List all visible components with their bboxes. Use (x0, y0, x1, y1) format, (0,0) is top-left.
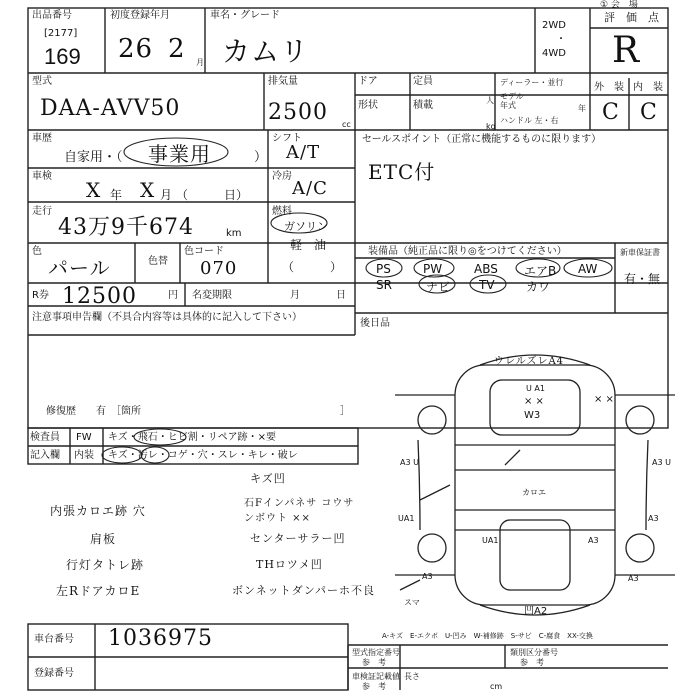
diagram-mark-10: UA1 (482, 536, 499, 545)
remark-right-4: ボンネットダンパーホ不良 (232, 584, 376, 597)
diagram-mark-14: 凹A2 (524, 606, 548, 617)
fuel-other: （ ） (282, 260, 343, 274)
car-name-label: 車名・グレード (210, 10, 280, 21)
km-unit: km (226, 228, 242, 239)
door-label: ドア (358, 76, 378, 87)
history-label: 車歴 (32, 133, 52, 144)
equipment-label: 装備品（純正品に限り◎をつけてください） (368, 246, 567, 257)
handle-label: ハンドル 左・右 (500, 116, 559, 125)
diagram-mark-12: A3 (628, 574, 639, 583)
equip-leather: カワ (526, 280, 551, 294)
mileage-label: 走行 (32, 206, 52, 217)
equip-abs: ABS (474, 262, 498, 276)
drive-2wd: 2WD (542, 20, 566, 31)
reg-cert-label: 車検証記載値 (352, 672, 400, 681)
diagram-mark-4: A3 U (400, 458, 419, 467)
ac-value: A/C (292, 178, 328, 199)
warranty-value: 有・無 (624, 272, 661, 286)
repair-close: ］ (340, 406, 350, 417)
class-label: 類別区分番号 (510, 648, 558, 657)
sales-point-value: ETC付 (368, 160, 436, 184)
fuel-label: 燃料 (272, 206, 292, 217)
drive-4wd: 4WD (542, 48, 566, 59)
type-value: DAA-AVV50 (40, 96, 181, 121)
equip-tv: TV (479, 278, 495, 292)
inspector-label-1: 検査員 (30, 432, 60, 443)
diagram-mark-13: スマ (404, 598, 420, 607)
after-label: 後日品 (360, 318, 390, 329)
car-name: カムリ (222, 35, 310, 68)
diagram-mark-11: A3 (422, 572, 433, 581)
year-unit: 年 (578, 104, 586, 113)
overall-grade: R (612, 30, 641, 71)
type-label: 型式 (32, 76, 52, 87)
price-value: 12500 (62, 284, 137, 309)
history-written: 事業用 (148, 142, 211, 166)
remark-left-4: 左RドアカロE (56, 584, 141, 598)
equip-sr: SR (376, 278, 392, 292)
inspector-label-2: 記入欄 (30, 450, 60, 461)
color-retouch-label: 色替 (148, 256, 168, 267)
diagram-mark-7: UA1 (398, 514, 415, 523)
inspector-code-2: 内装 (74, 450, 94, 461)
drive-dot: ・ (556, 34, 566, 45)
length-label: 長さ (404, 672, 420, 681)
remark-right-2: センターサラー凹 (250, 532, 346, 545)
shape-label: 形状 (358, 100, 378, 111)
repair-label: 修復歴 有 ［箇所 (46, 406, 141, 417)
month-unit: 月 (196, 58, 204, 67)
reg-cert-ref: 参 考 (362, 682, 386, 691)
displacement-label: 排気量 (268, 76, 298, 87)
kg-unit: kg (486, 122, 496, 131)
remark-left-3: 行灯タトレ跡 (66, 558, 145, 572)
lot-code: [2177] (44, 28, 78, 39)
inspector-code-1: FW (76, 432, 92, 443)
diagram-mark-6: カロエ (522, 488, 546, 497)
mileage-value: 43万9千674 (58, 215, 194, 240)
fuel-diesel: 軽 油 (290, 238, 327, 252)
color-label: 色 (32, 246, 42, 257)
grade-label: 評 価 点 (604, 11, 659, 24)
inspector-items-1: キズ・飛石・ヒビ割・リペア跡・×要 (108, 432, 276, 443)
reg-month: 2 (168, 34, 186, 64)
diagram-mark-2: W3 (524, 410, 541, 421)
length-cm: cm (490, 682, 503, 691)
ac-label: 冷房 (272, 171, 292, 182)
remark-left-1: 内張カロエ跡 穴 (50, 504, 146, 518)
diagram-mark-0: U A1 (526, 384, 545, 393)
inspection-day: （ 日） (176, 188, 249, 202)
interior-label: 内 装 (633, 82, 663, 93)
color-code-value: 070 (200, 258, 238, 279)
color-code-label: 色コード (184, 246, 224, 257)
color-value: パール (48, 256, 111, 280)
shift-value: A/T (286, 142, 321, 163)
equip-pw: PW (423, 262, 443, 276)
inspection-label: 車検 (32, 171, 52, 182)
interior-grade: C (640, 100, 658, 125)
remark-right-0: キズ凹 (250, 472, 286, 485)
inspection-month: 月 (160, 188, 173, 202)
yen-unit: 円 (168, 290, 178, 301)
legend: A-キズ E-エクボ U-凹み W-補修跡 S-サビ C-腐食 XX-交換 (382, 632, 593, 640)
reg-label: 登録番号 (34, 668, 74, 679)
model-spec-label: 型式指定番号 (352, 648, 400, 657)
lot-label: 出品番号 (32, 10, 72, 21)
first-reg-label: 初度登録年月 (110, 10, 170, 21)
price-label: R券 (32, 290, 49, 301)
diagram-windshield-note: ウレルズレA4 (494, 356, 565, 367)
dealer-label: ディーラー・並行 (500, 78, 564, 87)
model-spec-ref: 参 考 (362, 658, 386, 667)
inspection-x-month: X (140, 178, 156, 202)
notes-label: 注意事項申告欄（不具合内容等は具体的に記入して下さい） (32, 312, 302, 323)
inspection-x-year: X (86, 178, 102, 202)
sales-point-label: セールスポイント（正常に機能するものに限ります） (362, 134, 602, 145)
history-close: ） (254, 150, 268, 165)
equip-airbag: エアB (524, 264, 557, 278)
equip-navi: ナビ (426, 280, 451, 294)
diagram-mark-8: A3 (648, 514, 659, 523)
displacement-value: 2500 (268, 100, 328, 125)
inspection-year: 年 (110, 188, 123, 202)
remark-left-2: 肩板 (90, 532, 117, 546)
warranty-label: 新車保証書 (620, 248, 660, 257)
venue-label: ① 会 場 (600, 0, 638, 10)
diagram-mark-3: × × (594, 394, 614, 405)
diagram-mark-5: A3 U (652, 458, 671, 467)
cc-unit: cc (342, 120, 351, 129)
expiry-label: 名変期限 (192, 290, 232, 301)
seats-label: 定員 (413, 76, 433, 87)
expiry-day: 日 (336, 290, 346, 301)
history-printed: 自家用・（ (64, 150, 123, 165)
remark-right-1: 石Fインパネサ コウサンボウト ×× (244, 498, 355, 524)
reg-year: 26 (118, 34, 154, 64)
expiry-month: 月 (290, 290, 300, 301)
equip-ps: PS (376, 262, 391, 276)
equip-aw: AW (578, 262, 598, 276)
model-year-label: モデル 年式 (500, 92, 524, 110)
person-unit: 人 (486, 96, 494, 105)
shift-label: シフト (272, 133, 302, 144)
chassis-value: 1036975 (108, 626, 213, 651)
remark-right-3: THロツメ凹 (256, 558, 323, 571)
lot-number: 169 (44, 44, 81, 69)
inspector-items-2: キズ・汚レ・コゲ・穴・スレ・キレ・破レ (108, 450, 298, 461)
diagram-mark-9: A3 (588, 536, 599, 545)
exterior-label: 外 装 (594, 82, 624, 93)
load-label: 積載 (413, 100, 433, 111)
diagram-mark-1: × × (524, 396, 544, 407)
fuel-gasoline: ガソリン (284, 220, 328, 233)
exterior-grade: C (602, 100, 620, 125)
class-ref: 参 考 (520, 658, 544, 667)
chassis-label: 車台番号 (34, 634, 74, 645)
